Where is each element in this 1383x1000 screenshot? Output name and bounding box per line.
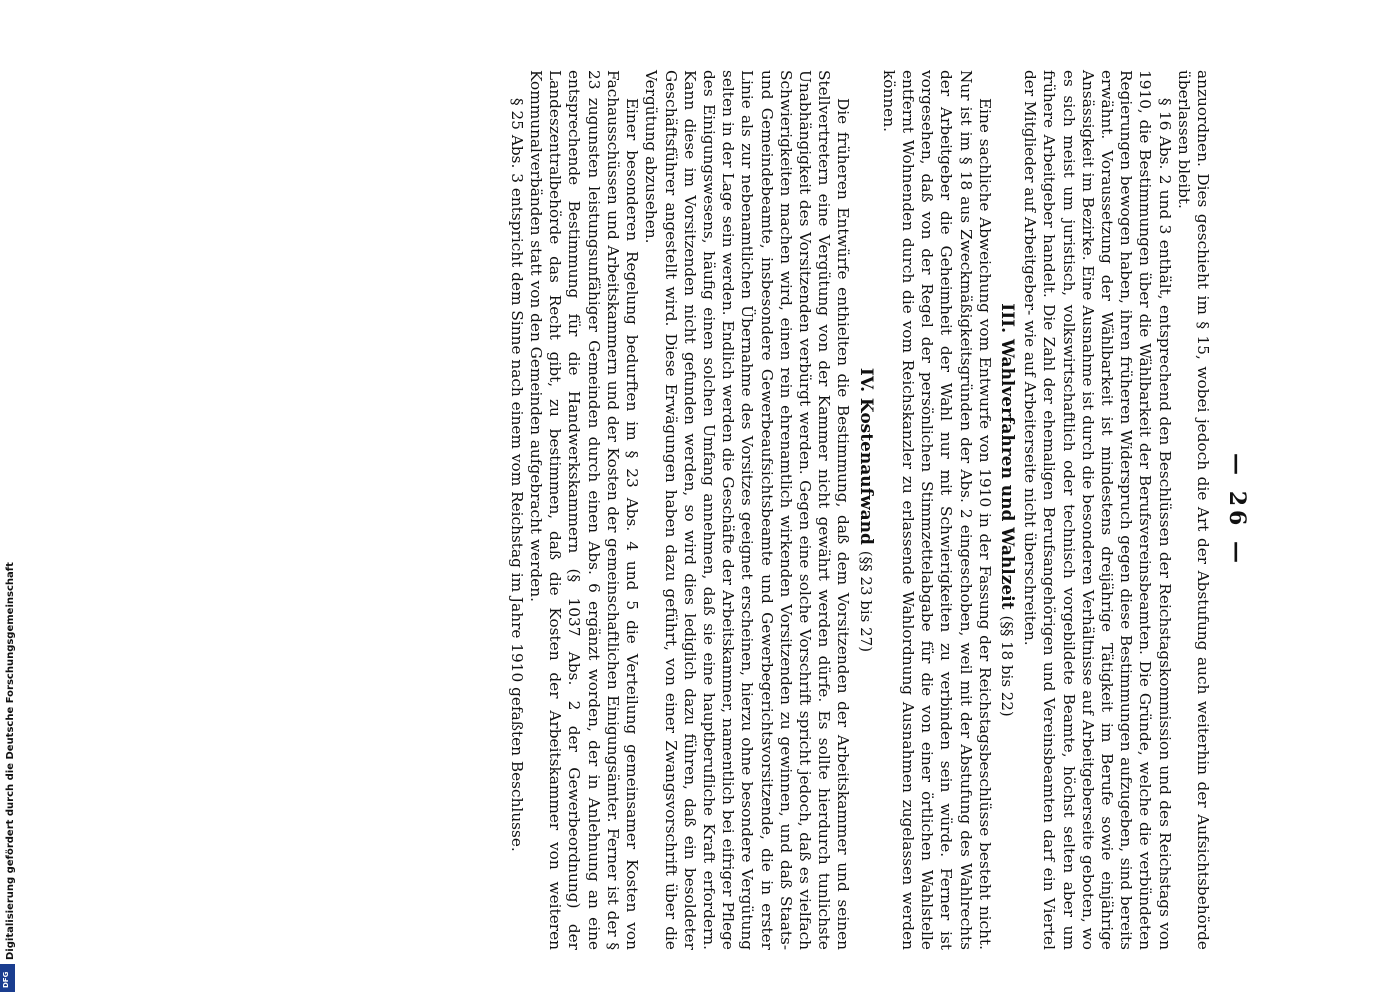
section-paragraph-range: (§§ 23 bis 27) — [856, 550, 875, 653]
digitization-credit — [2, 562, 20, 990]
page-number-header: — 26 — — [1224, 453, 1250, 567]
paragraph-verguetung: Die früheren Entwürfe enthielten die Bestimmung, daß dem Vorsitzenden der Arbeitskammer und seinen Stellvertretern eine Vergütung von der Kammer nicht gewährt werden dürfe. Es sollte hierdurch tunlichste Unabhängigkeit des Vorsitzenden verbürgt werden. Gegen eine solche Vorschrift spricht jedoch, daß es vielfach Schwierigkeiten machen wird, einen rein ehrenamtlich wirkenden Vorsitzenden zu gewinnen, und daß Staats- und Gemeindebeamte, insbesondere Gewerbeaufsichtsbeamte und Gewerbegerichtsvorsitzende, die in erster Linie als zur nebenamtlichen Übernahme des Vorsitzes geeignet erscheinen, hierzu ohne besondere Vergütung selten in der Lage sein werden. Endlich werden die Geschäfte der Arbeitskammer, namentlich bei eifriger Pflege des Einigungswesens, häufig einen solchen Umfang annehmen, daß sie eine hauptberufliche Kraft erfordern. Kann diese im Vorsitzenden nicht gefunden werden, so wird dies lediglich dazu führen, daß ein besoldeter Geschäftsführer angestellt wird. Diese Erwägungen haben dazu geführt, von einer Zwangsvorschrift über die Vergütung abzusehen. — [642, 70, 853, 950]
section-title: IV. Kostenaufwand — [855, 367, 876, 545]
logo-text: DFG — [2, 971, 10, 988]
body-text — [507, 70, 1212, 950]
scanned-page — [100, 45, 1260, 975]
paragraph-intro: anzuordnen. Dies geschieht im § 15, wobei jedoch die Art der Abstufung auch weiterhin der Aufsichtsbehörde überlassen bleibt. — [1174, 70, 1212, 950]
section-title: III. Wahlverfahren und Wahlzeit — [996, 303, 1017, 610]
paragraph-section-25: § 25 Abs. 3 entspricht dem Sinne nach einem vom Reichstag im Jahre 1910 gefaßten Beschlusse. — [507, 98, 526, 852]
paragraph-kostenregelung: Einer besonderen Regelung bedurften im § 23 Abs. 4 und 5 die Verteilung gemeinsamer Kosten von Fachausschüssen und Arbeitskammern und der Kosten der gemeinschaftlichen Einigungsämter. Ferner ist der § 23 zugunsten leistungsunfähiger Gemeinden durch einen Abs. 6 ergänzt worden, der in Anlehnung an eine entsprechende Bestimmung für die Handwerkskammern (§ 1037 Abs. 2 der Gewerbeordnung) der Landeszentralbehörde das Recht gibt, zu bestimmen, daß die Kosten der Arbeitskammer von weiteren Kommunalverbänden statt von den Gemeinden aufgebracht werden. — [527, 70, 642, 950]
dfg-logo — [0, 964, 15, 992]
section-paragraph-range: (§§ 18 bis 22) — [997, 615, 1016, 717]
section-heading-wahlverfahren — [997, 70, 1016, 950]
paragraph-wahlverfahren: Eine sachliche Abweichung vom Entwurfe von 1910 in der Fassung der Reichstagsbeschlüsse besteht nicht. Nur ist im § 18 aus Zweckmäßigkeitsgründen der Abs. 2 eingeschoben, weil mit der Abstufung des Wahlrechts der Arbeitgeber die Geheimheit der Wahl nur mit Schwierigkeiten zu verbinden sein würde. Ferner ist vorgesehen, daß von der Regel der persönlichen Stimmzettelabgabe für die von einer örtlichen Wahlstelle entfernt Wohnenden durch die vom Reichskanzler zu erlassende Wahlordnung Ausnahmen zugelassen werden können. — [879, 70, 994, 950]
section-heading-kostenaufwand — [855, 70, 874, 950]
paragraph-section-16: § 16 Abs. 2 und 3 enthält, entsprechend den Beschlüssen der Reichstagskommission und des Reichstags von 1910, die Bestimmungen über die Wählbarkeit der Berufsvereinsbeamten. Die Gründe, welche die verbündeten Regierungen bewogen haben, ihren früheren Widerspruch gegen diese Bestimmungen aufzugeben, sind bereits erwähnt. Voraussetzung der Wählbarkeit ist mindestens dreijährige Tätigkeit im Berufe sowie einjährige Ansässigkeit im Bezirke. Eine Ausnahme ist durch die besonderen Verhältnisse auf Arbeitgeberseite geboten, wo es sich meist um juristisch, volkswirtschaftlich oder technisch vorgebildete Beamte, höchst selten aber um frühere Arbeitgeber handelt. Die Zahl der ehemaligen Berufsangehörigen und Vereinsbeamten darf ein Viertel der Mitglieder auf Arbeitgeber- wie auf Arbeiterseite nicht überschreiten. — [1021, 70, 1174, 950]
credit-text: Digitalisierung gefördert durch die Deutsche Forschungsgemeinschaft — [5, 562, 16, 960]
rotated-page-content — [100, 45, 1260, 975]
